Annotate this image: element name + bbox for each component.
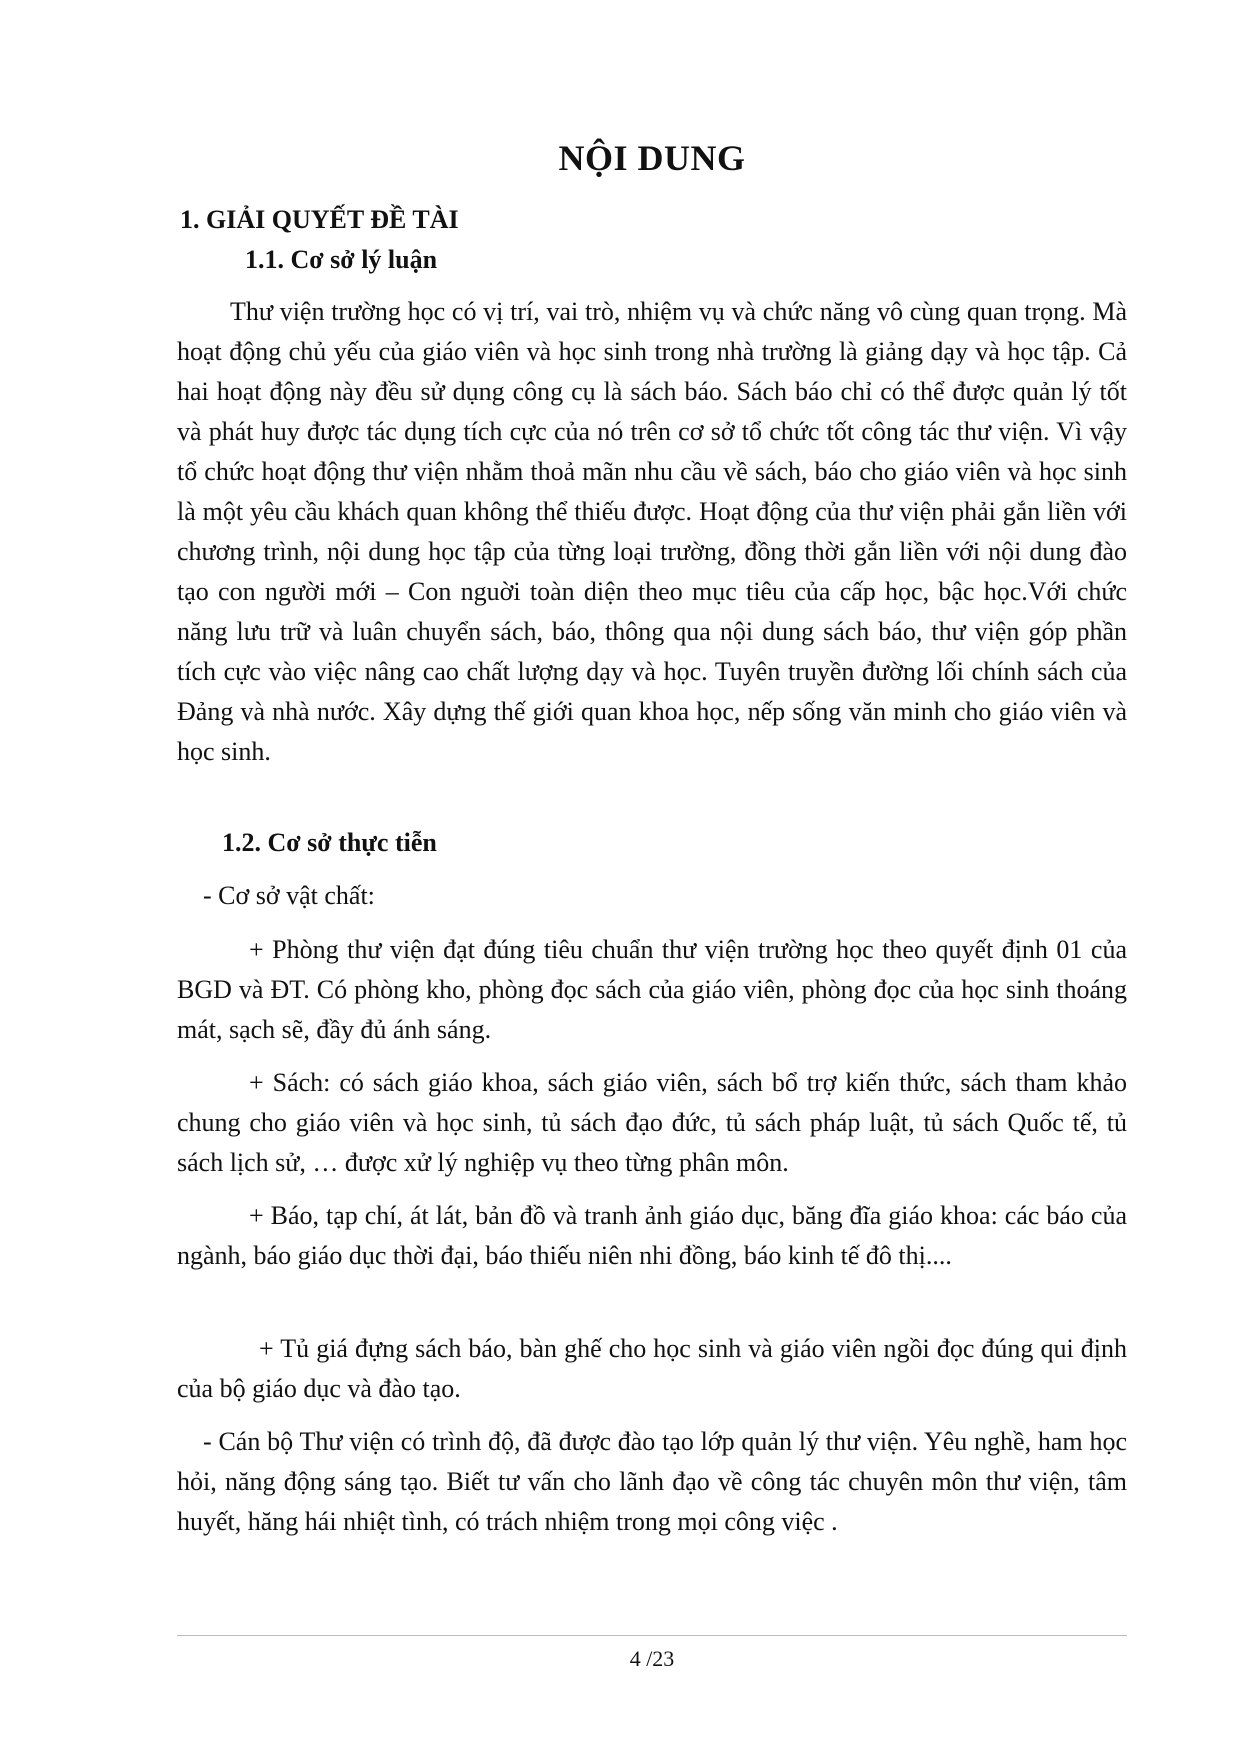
paragraph-facilities-label: - Cơ sở vật chất: [203, 881, 375, 910]
paragraph-theory: Thư viện trường học có vị trí, vai trò, nhiệm vụ và chức năng vô cùng quan trọng. Mà hoạt động chủ yếu của giáo viên và học sinh trong nhà trường là giảng dạy và học tập. Cả hai hoạt động này đều sử dụng công cụ là sách báo. Sách báo chỉ có thể được quản lý tốt và phát huy được tác dụng tích cực của nó trên cơ sở tổ chức tốt công tác thư viện. Vì vậy tổ chức hoạt động thư viện nhằm thoả mãn nhu cầu về sách, báo cho giáo viên và học sinh là một yêu cầu khách quan không thể thiếu được. Hoạt động của thư viện phải gắn liền với chương trình, nội dung học tập của từng loại trường, đồng thời gắn liền với nội dung đào tạo con người mới – Con nguời toàn diện theo mục tiêu của cấp học, bậc học.Với chức năng lưu trữ và luân chuyển sách, báo, thông qua nội dung sách báo, thư viện góp phần tích cực vào việc nâng cao chất lượng dạy và học. Tuyên truyền đường lối chính sách của Đảng và nhà nước. Xây dựng thế giới quan khoa học, nếp sống văn minh cho giáo viên và học sinh. [177, 297, 1127, 766]
paragraph-librarian: - Cán bộ Thư viện có trình độ, đã được đào tạo lớp quản lý thư viện. Yêu nghề, ham học hỏi, năng động sáng tạo. Biết tư vấn cho lãnh đạo về công tác chuyên môn thư viện, tâm huyết, hăng hái nhiệt tình, có trách nhiệm trong mọi công việc . [177, 1427, 1127, 1536]
paragraph-shelves: + Tủ giá đựng sách báo, bàn ghế cho học sinh và giáo viên ngồi đọc đúng qui định của bộ giáo dục và đào tạo. [177, 1334, 1127, 1403]
paragraph-library-room: + Phòng thư viện đạt đúng tiêu chuẩn thư viện trường học theo quyết định 01 của BGD và ĐT. Có phòng kho, phòng đọc sách của giáo viên, phòng đọc của học sinh thoáng mát, sạch sẽ, đầy đủ ánh sáng. [177, 935, 1127, 1044]
paragraph-newspapers: + Báo, tạp chí, át lát, bản đồ và tranh ảnh giáo dục, băng đĩa giáo khoa: các báo của ngành, báo giáo dục thời đại, báo thiếu niên nhi đồng, báo kinh tế đô thị.... [177, 1201, 1127, 1270]
section-heading-1: 1. GIẢI QUYẾT ĐỀ TÀI [180, 205, 459, 234]
page-title: NỘI DUNG [558, 138, 746, 178]
subsection-heading-1-2: 1.2. Cơ sở thực tiễn [222, 828, 437, 857]
subsection-heading-1-1: 1.1. Cơ sở lý luận [245, 245, 438, 274]
page-number: 4 /23 [629, 1646, 675, 1671]
footer-divider [177, 1635, 1127, 1636]
paragraph-books: + Sách: có sách giáo khoa, sách giáo viên, sách bổ trợ kiến thức, sách tham khảo chung cho giáo viên và học sinh, tủ sách đạo đức, tủ sách pháp luật, tủ sách Quốc tế, tủ sách lịch sử, … được xử lý nghiệp vụ theo từng phân môn. [177, 1068, 1127, 1177]
document-page [177, 0, 1127, 1755]
